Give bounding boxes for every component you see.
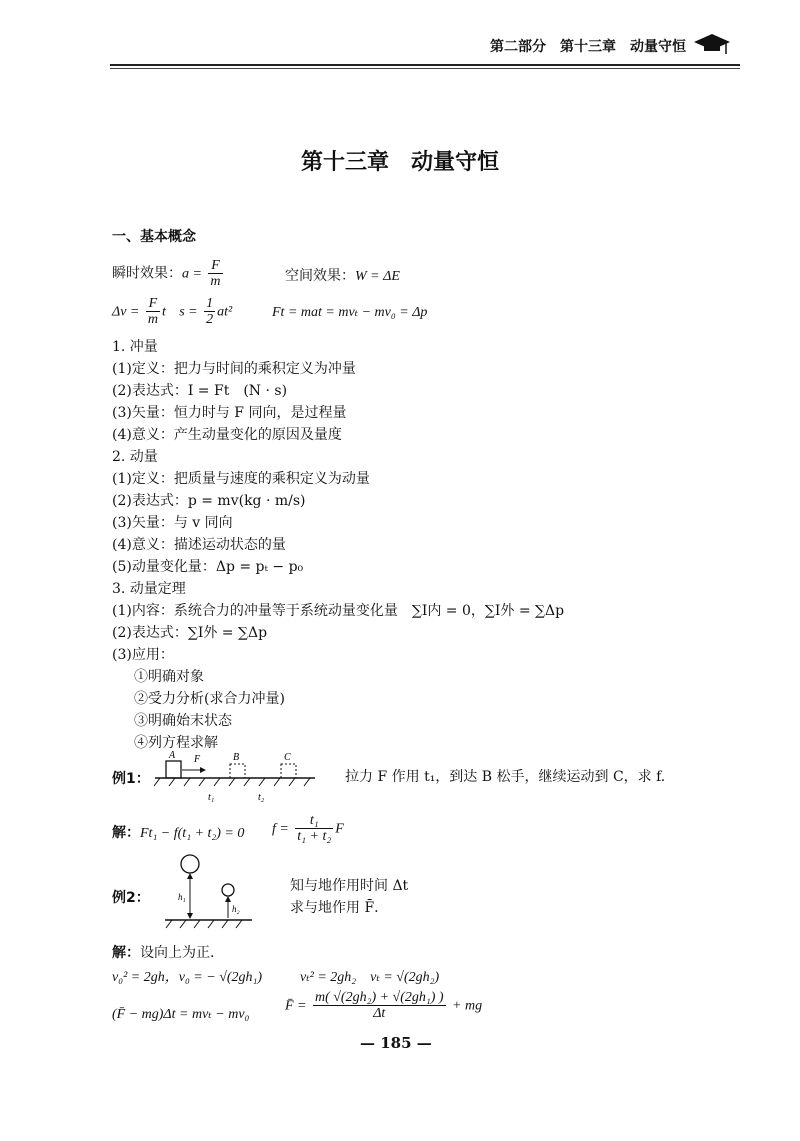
- space-label: 空间效果：: [285, 268, 355, 284]
- solution-label: 解：: [112, 825, 140, 841]
- header-rule-thin: [110, 68, 740, 69]
- numerator: F: [208, 258, 222, 274]
- example2-figure: [160, 850, 260, 940]
- delta-v-formula: [112, 296, 232, 327]
- denominator: m: [210, 274, 221, 289]
- graduation-cap-icon: [692, 28, 732, 58]
- eq-momentum: (F̄ − mg)Δt = mvₜ − mv₀: [112, 1007, 250, 1022]
- force-tail: + mg: [452, 998, 483, 1014]
- theorem-step: ③明确始末状态: [134, 713, 232, 729]
- theorem-item: (3)应用：: [112, 647, 174, 663]
- label-t2: t₂: [258, 792, 265, 803]
- impulse-item: (3)矢量：恒力时与 F 同向，是过程量: [112, 405, 347, 421]
- momentum-item: (1)定义：把质量与速度的乘积定义为动量: [112, 471, 370, 487]
- chapter-title: 第十三章 动量守恒: [300, 150, 499, 175]
- fraction-one-half: [204, 296, 215, 327]
- solution-label: 解：: [112, 945, 140, 961]
- impulse-heading: 1. 冲量: [112, 339, 158, 355]
- f-tail: F: [335, 821, 344, 837]
- numerator: F: [146, 296, 160, 312]
- s-tail: at²: [217, 304, 233, 320]
- eq-force: [285, 990, 482, 1021]
- impulse-item: (4)意义：产生动量变化的原因及量度: [112, 427, 342, 443]
- solution-text: 设向上为正.: [140, 945, 215, 961]
- example2-label: 例2：: [112, 890, 150, 906]
- theorem-item: (2)表达式：∑I外 = ∑Δp: [112, 625, 268, 641]
- impulse-item: (1)定义：把力与时间的乘积定义为冲量: [112, 361, 356, 377]
- example2-line1: 知与地作用时间 Δt: [290, 878, 409, 894]
- instant-effect: [112, 258, 225, 289]
- denominator: t₁ + t₂: [297, 829, 332, 844]
- theorem-heading: 3. 动量定理: [112, 581, 186, 597]
- example1-figure: [150, 748, 320, 808]
- denominator: Δt: [373, 1006, 386, 1021]
- instant-label: 瞬时效果：: [112, 265, 182, 282]
- example2-solution: [112, 942, 214, 962]
- momentum-heading: 2. 动量: [112, 449, 158, 465]
- impulse-item: (2)表达式：I = Ft (N · s): [112, 383, 288, 399]
- momentum-item: (5)动量变化量：Δp = pₜ − p₀: [112, 559, 304, 575]
- header-rule: [110, 64, 740, 66]
- dv-tail: t: [161, 304, 166, 320]
- theorem-step: ①明确对象: [134, 669, 204, 685]
- denominator: 2: [206, 312, 214, 327]
- section-heading: 一、基本概念: [112, 229, 196, 245]
- example1-solution: [112, 822, 244, 842]
- label-h2: h₂: [232, 904, 240, 914]
- label-b: B: [233, 752, 240, 763]
- fraction-f-over-m: [208, 258, 222, 289]
- page-number: — 185 —: [360, 1034, 432, 1052]
- denominator: m: [147, 312, 158, 327]
- example2-line2: 求与地作用 F̄.: [290, 900, 379, 916]
- running-header: 第二部分 第十三章 动量守恒: [490, 39, 686, 55]
- theorem-item: (1)内容：系统合力的冲量等于系统动量变化量 ∑I内 = 0，∑I外 = ∑Δp: [112, 603, 565, 619]
- fraction-force: [313, 990, 446, 1021]
- numerator: t₁: [295, 813, 333, 829]
- momentum-item: (4)意义：描述运动状态的量: [112, 537, 286, 553]
- momentum-item: (3)矢量：与 v 同向: [112, 515, 233, 531]
- s-lhs: s =: [179, 304, 198, 320]
- eq-v0: v₀² = 2gh，v₀ = − √(2gh₁): [112, 970, 263, 985]
- label-force: F: [194, 754, 201, 765]
- numerator: 1: [206, 296, 214, 311]
- example1-text: 拉力 F 作用 t₁，到达 B 松手，继续运动到 C，求 f.: [345, 769, 666, 785]
- instant-lhs: a =: [182, 266, 202, 282]
- f-lhs: f =: [272, 821, 289, 837]
- fraction-f-over-m-2: [146, 296, 160, 327]
- theorem-step: ②受力分析(求合力冲量): [134, 691, 285, 707]
- dv-lhs: Δv =: [112, 304, 140, 320]
- numerator: m( √(2gh₂) + √(2gh₁) ): [314, 990, 444, 1005]
- fraction-t1-over-sum: [295, 813, 333, 844]
- example1-result: [272, 813, 344, 844]
- solution-expr: Ft₁ − f(t₁ + t₂) = 0: [140, 826, 245, 841]
- label-a: A: [169, 750, 176, 761]
- eq-vt: vₜ² = 2gh₂ vₜ = √(2gh₂): [300, 970, 440, 985]
- momentum-item: (2)表达式：p = mv(kg · m/s): [112, 493, 306, 509]
- label-h1: h₁: [178, 892, 186, 902]
- theorem-step: ④列方程求解: [134, 735, 218, 751]
- space-expr: W = ΔE: [355, 269, 400, 284]
- ft-formula: Ft = mat = mvₜ − mv₀ = Δp: [272, 305, 428, 320]
- space-effect: [285, 265, 400, 285]
- example1-label: 例1：: [112, 771, 150, 787]
- force-lhs: F̄ =: [285, 998, 307, 1014]
- label-t1: t₁: [208, 792, 215, 803]
- label-c: C: [284, 752, 291, 763]
